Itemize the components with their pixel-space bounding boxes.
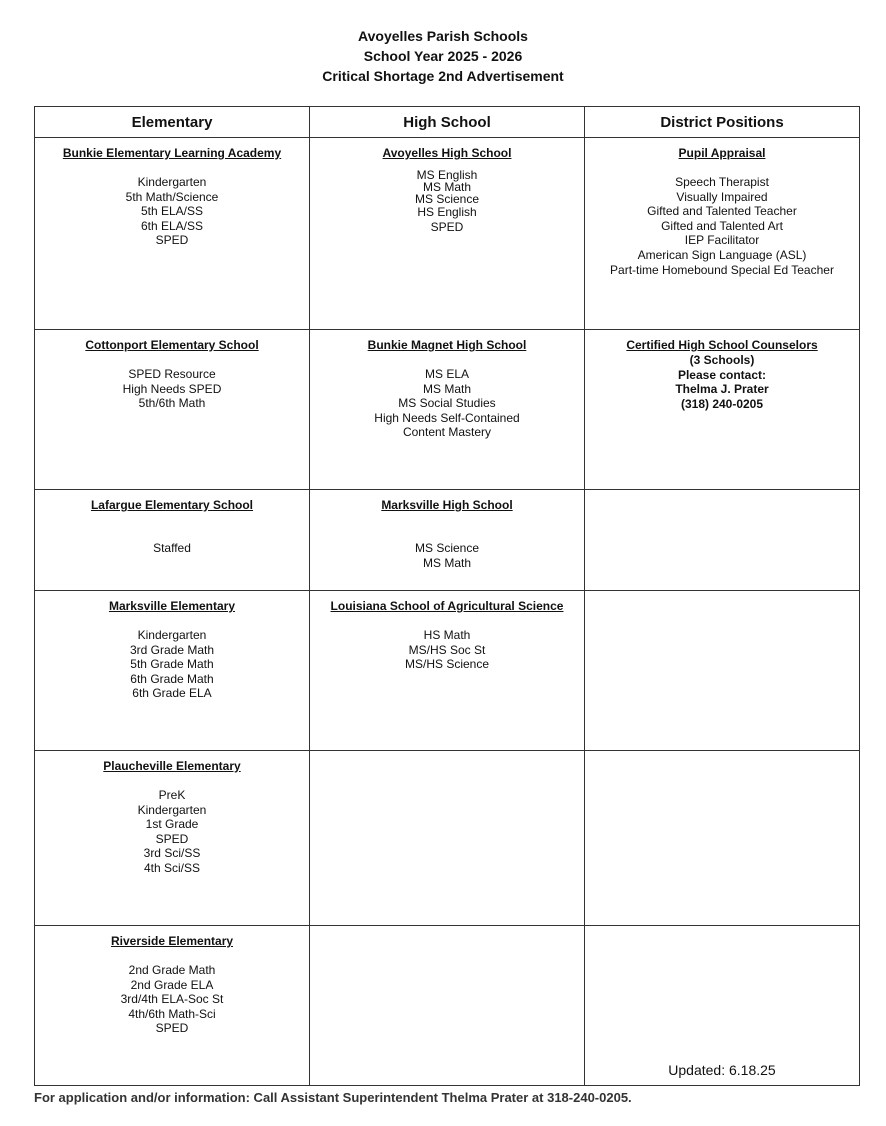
school-name: Marksville High School — [381, 498, 513, 512]
position-item: SPED — [155, 233, 189, 248]
table-row — [35, 926, 860, 1086]
header-school-year: School Year 2025 - 2026 — [363, 48, 523, 64]
school-name: Louisiana School of Agricultural Science — [330, 599, 564, 613]
school-cell — [35, 926, 310, 1086]
position-item: HS Math — [423, 628, 471, 642]
position-item: 6th Grade Math — [130, 671, 214, 686]
table-header-row — [35, 107, 860, 138]
position-item: 5th ELA/SS — [140, 204, 204, 219]
school-name: Marksville Elementary — [108, 599, 236, 613]
district-cell — [585, 138, 860, 330]
position-item: MS Math — [422, 555, 471, 570]
position-item: Gifted and Talented Art — [661, 218, 783, 233]
counselor-contact-phone: (318) 240-0205 — [680, 396, 764, 411]
position-item: SPED — [155, 1021, 189, 1036]
position-item: MS Science — [414, 192, 480, 206]
header-district-name: Avoyelles Parish Schools — [358, 28, 528, 44]
position-item: Staffed — [153, 541, 191, 555]
position-item: 2nd Grade ELA — [130, 977, 214, 992]
table-row — [35, 138, 860, 330]
district-cell — [585, 330, 860, 490]
position-item: 4th Sci/SS — [143, 860, 201, 875]
position-item: SPED — [430, 219, 464, 234]
position-item: MS/HS Science — [404, 657, 490, 672]
position-item: PreK — [158, 788, 186, 802]
updated-date: Updated: 6.18.25 — [668, 1062, 776, 1078]
position-item: 3rd Sci/SS — [143, 846, 201, 861]
position-item: 3rd Grade Math — [129, 642, 215, 657]
school-cell — [310, 591, 585, 751]
document-header — [0, 26, 886, 86]
school-cell — [35, 591, 310, 751]
counselor-detail: Please contact: — [677, 367, 767, 382]
school-cell — [310, 138, 585, 330]
position-item: High Needs Self-Contained — [374, 410, 520, 425]
empty-cell — [585, 751, 860, 926]
header-advertisement-title: Critical Shortage 2nd Advertisement — [322, 68, 564, 84]
position-item: Content Mastery — [402, 425, 492, 440]
school-cell — [310, 330, 585, 490]
school-name: Riverside Elementary — [110, 934, 234, 948]
counselor-detail: (3 Schools) — [689, 353, 755, 367]
department-name: Certified High School Counselors — [626, 338, 818, 352]
footer-contact-note: For application and/or information: Call Assistant Superintendent Thelma Prater at 318-240-0205. — [34, 1090, 632, 1105]
position-item: MS ELA — [424, 367, 469, 381]
position-item: 2nd Grade Math — [128, 963, 216, 977]
position-item: 6th Grade ELA — [132, 686, 212, 701]
school-name: Avoyelles High School — [382, 146, 512, 160]
table-row — [35, 330, 860, 490]
position-item: MS Social Studies — [398, 396, 496, 411]
position-item: MS Math — [422, 180, 471, 194]
column-header-elementary: Elementary — [35, 107, 310, 138]
position-item: 4th/6th Math-Sci — [128, 1006, 216, 1021]
school-name: Bunkie Elementary Learning Academy — [62, 146, 282, 160]
empty-cell — [585, 591, 860, 751]
position-item: IEP Facilitator — [684, 233, 760, 248]
position-item: 5th Grade Math — [130, 657, 214, 672]
column-header-high-school: High School — [310, 107, 585, 138]
school-name: Lafargue Elementary School — [90, 498, 254, 512]
counselor-contact-name: Thelma J. Prater — [675, 382, 769, 397]
table-row — [35, 490, 860, 591]
column-header-district-positions: District Positions — [585, 107, 860, 138]
school-cell — [35, 330, 310, 490]
position-item: MS/HS Soc St — [408, 642, 486, 657]
position-item: 3rd/4th ELA-Soc St — [120, 992, 224, 1007]
position-item: American Sign Language (ASL) — [637, 247, 807, 262]
position-item: MS Science — [414, 541, 480, 555]
department-name: Pupil Appraisal — [678, 146, 766, 160]
empty-cell — [585, 490, 860, 591]
position-item: Kindergarten — [137, 628, 207, 642]
position-item: 5th/6th Math — [138, 396, 206, 411]
position-item: 1st Grade — [145, 817, 199, 832]
position-item: Speech Therapist — [675, 175, 769, 189]
position-item: Gifted and Talented Teacher — [647, 204, 797, 219]
school-cell — [310, 490, 585, 591]
position-item: 5th Math/Science — [125, 189, 219, 204]
table-row — [35, 591, 860, 751]
school-name: Bunkie Magnet High School — [367, 338, 527, 352]
empty-cell — [310, 751, 585, 926]
position-item: MS English — [416, 168, 478, 182]
position-item: High Needs SPED — [122, 381, 222, 396]
school-cell — [35, 751, 310, 926]
school-cell — [35, 138, 310, 330]
position-item: MS Math — [422, 381, 471, 396]
table-row — [35, 751, 860, 926]
position-item: HS English — [417, 205, 477, 219]
position-item: Kindergarten — [137, 802, 207, 817]
position-item: SPED Resource — [128, 367, 216, 381]
empty-cell — [310, 926, 585, 1086]
updated-cell — [585, 926, 860, 1086]
position-item: SPED — [155, 831, 189, 846]
school-cell — [35, 490, 310, 591]
school-name: Cottonport Elementary School — [85, 338, 259, 352]
positions-table — [34, 106, 860, 1086]
position-item: Kindergarten — [137, 175, 207, 189]
school-name: Plaucheville Elementary — [103, 759, 241, 773]
position-item: Part-time Homebound Special Ed Teacher — [610, 262, 834, 277]
position-item: 6th ELA/SS — [140, 218, 204, 233]
position-item: Visually Impaired — [676, 189, 768, 204]
